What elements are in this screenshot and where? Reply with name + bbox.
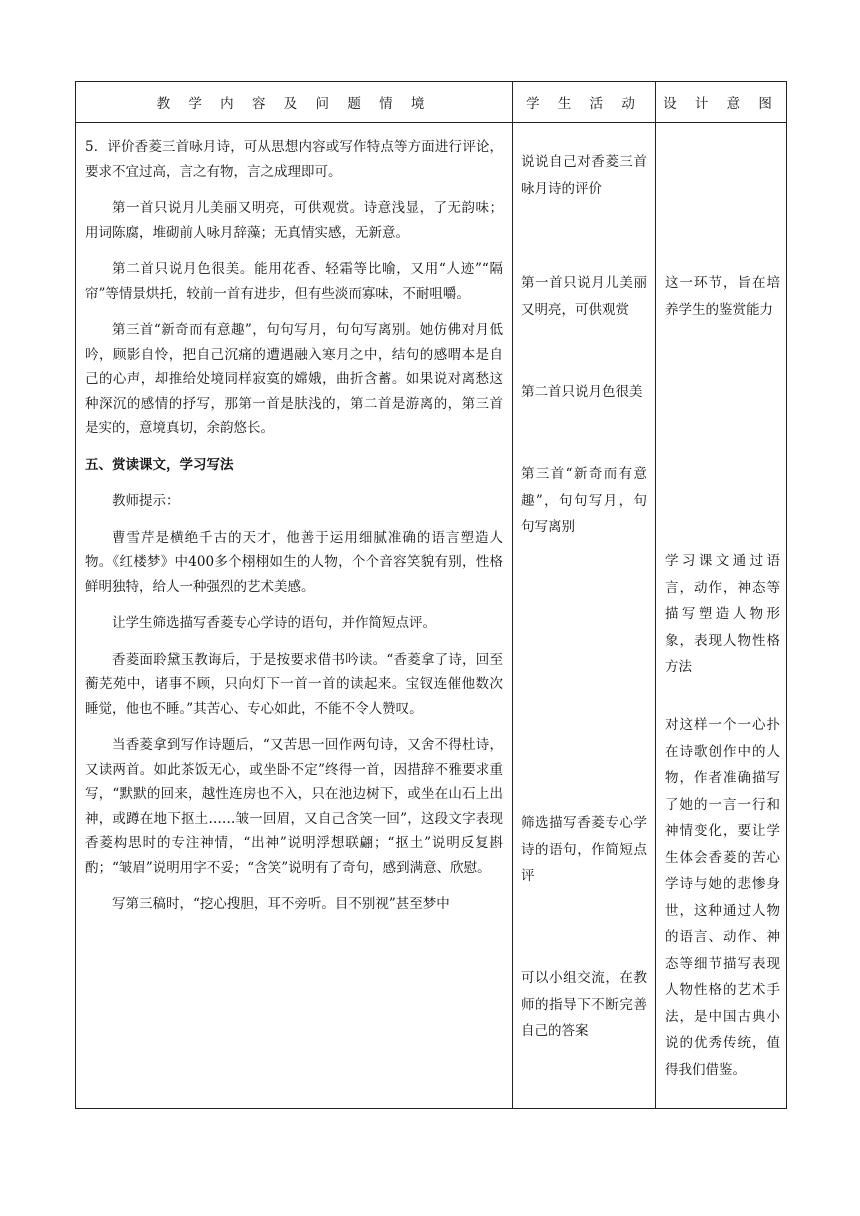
content-paragraph: 让学生筛选描写香菱专心学诗的语句，并作简短点评。 — [112, 615, 436, 631]
section-heading: 五、赏读课文，学习写法 — [85, 456, 234, 473]
design-note: 这一环节，旨在培养学生的鉴赏能力 — [665, 275, 780, 318]
content-column — [76, 123, 512, 929]
content-paragraph: 第三首“新奇而有意趣”，句句写月，句句写离别。她仿佛对月低吟，顾影自怜，把自己沉痛的遭遇融入寒月之中，结句的感喟本是自己的心声，却推给处境同样寂寞的嫦娥，曲折含蓄。如果说对离愁这种深沉的感情的抒写，那第一首是肤浅的，第二首是游离的，第三首是实的，意境真切，余韵悠长。 — [85, 322, 503, 436]
lesson-plan-table — [75, 81, 787, 1109]
header-design-intent: 设 计 意 图 — [656, 82, 787, 123]
student-note: 第一首只说月儿美丽又明亮，可供观赏 — [521, 275, 647, 318]
student-note: 可以小组交流，在教师的指导下不断完善自己的答案 — [521, 970, 647, 1039]
content-paragraph: 教师提示： — [112, 493, 180, 509]
content-paragraph: 当香菱拿到写作诗题后，“又苦思一回作两句诗，又舍不得杜诗，又读两首。如此茶饭无心，或坐卧不定”终得一首，因措辞不雅要求重写，“默默的回来，越性连房也不入，只在池边树下，或坐在山石上出神，或蹲在地下抠土……皱一回眉，又自己含笑一回”，这段文字表现香菱构思时的专注神情，“出神”说明浮想联翩；“抠土”说明反复斟酌；“皱眉”说明用字不妥；“含笑”说明有了奇句，感到满意、欣慰。 — [85, 737, 503, 876]
content-cell — [76, 123, 513, 1109]
student-activity-column — [513, 123, 655, 1108]
header-content: 教 学 内 容 及 问 题 情 境 — [76, 82, 513, 123]
header-row — [76, 82, 787, 123]
design-intent-column — [656, 123, 786, 1108]
header-student-activity: 学 生 活 动 — [513, 82, 656, 123]
design-intent-cell — [656, 123, 787, 1109]
design-note: 对这样一个一心扑在诗歌创作中的人物，作者准确描写了她的一言一行和神情变化，要让学生体会香菱的苦心学诗与她的悲惨身世，这种通过人物的语言、动作、神态等细节描写表现人物性格的艺术手法，是中国古典小说的优秀传统，值得我们借鉴。 — [665, 717, 780, 1078]
student-note: 第三首“新奇而有意趣”，句句写月，句句写离别 — [521, 466, 647, 535]
content-paragraph: 写第三稿时，“挖心搜胆，耳不旁听。目不别视”甚至梦中 — [112, 896, 450, 912]
student-note: 第二首只说月色很美 — [521, 384, 643, 400]
content-paragraph: 香菱面聆黛玉教诲后，于是按要求借书吟读。“香菱拿了诗，回至蘅芜苑中，诸事不顾，只向灯下一首一首的读起来。宝钗连催他数次睡觉，他也不睡。”其苦心、专心如此，不能不令人赞叹。 — [85, 651, 503, 717]
content-paragraph: 第二首只说月色很美。能用花香、轻霜等比喻，又用“人迹”“隔帘”等情景烘托，较前一首有进步，但有些淡而寡味，不耐咀嚼。 — [85, 261, 503, 302]
content-paragraph: 5．评价香菱三首咏月诗，可从思想内容或写作特点等方面进行评论，要求不宜过高，言之有物，言之成理即可。 — [85, 139, 503, 180]
content-paragraph: 曹雪芹是横绝千古的天才，他善于运用细腻准确的语言塑造人物。《红楼梦》中400多个栩栩如生的人物，个个音容笑貌有别，性格鲜明独特，给人一种强烈的艺术美感。 — [85, 529, 503, 595]
content-paragraph: 第一首只说月儿美丽又明亮，可供观赏。诗意浅显，了无韵味；用词陈腐，堆砌前人咏月辞藻；无真情实感，无新意。 — [85, 200, 503, 241]
design-note: 学习课文通过语言，动作，神态等描写塑造人物形象，表现人物性格方法 — [665, 553, 780, 675]
student-note: 说说自己对香菱三首咏月诗的评价 — [521, 154, 647, 197]
body-row — [76, 123, 787, 1109]
student-note: 筛选描写香菱专心学诗的语句，作简短点评 — [521, 815, 647, 884]
student-activity-cell — [513, 123, 656, 1109]
